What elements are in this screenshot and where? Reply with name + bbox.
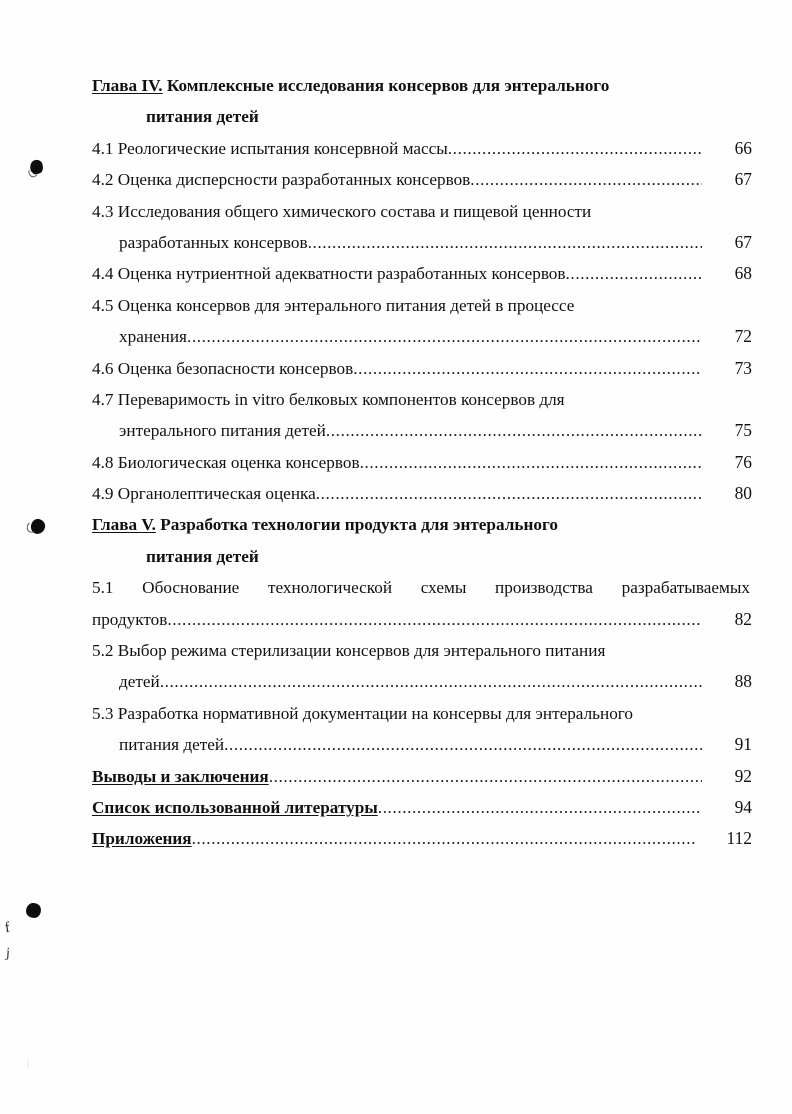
toc-entry-5-1-title-cont: продуктов (92, 609, 168, 629)
dot-leader (566, 258, 702, 289)
dot-leader (316, 478, 702, 509)
toc-entry-5-2-title-cont: детей (119, 672, 160, 692)
toc-chapter-heading-5-continuation: питания детей (146, 546, 259, 566)
toc-entry-5-2-page: 88 (734, 671, 752, 692)
toc-entry-4-5-title-cont: хранения (119, 327, 187, 347)
ink-blot-artifact-top (28, 158, 45, 175)
toc-entry-5-1-line1[interactable]: 5.1 Обоснование технологической схемы производства разрабатываемых (92, 578, 750, 598)
toc-entry-references[interactable] (92, 792, 752, 823)
toc-entry-4-2-page: 67 (734, 169, 752, 190)
toc-entry-conclusions[interactable] (92, 761, 752, 792)
toc-entry-4-2-title: 4.2 Оценка дисперсности разработанных консервов (92, 170, 471, 190)
toc-entry-5-1-page: 82 (734, 608, 752, 629)
toc-entry-appendices-page: 112 (726, 828, 752, 849)
toc-chapter-heading-4-continuation: питания детей (146, 107, 259, 127)
toc-entry-4-7-title-cont: энтерального питания детей (119, 421, 326, 441)
dot-leader (224, 729, 702, 760)
toc-entry-references-page: 94 (734, 796, 752, 817)
toc-entry-appendices[interactable] (92, 823, 752, 854)
toc-entry-4-6[interactable] (92, 353, 752, 384)
dot-leader (470, 164, 702, 195)
toc-entry-4-5-line2[interactable] (92, 321, 752, 352)
toc-entry-4-6-title: 4.6 Оценка безопасности консервов (92, 358, 354, 378)
dot-leader (187, 321, 702, 352)
toc-entry-4-1-page: 66 (734, 137, 752, 158)
toc-chapter-heading-4 (92, 70, 752, 101)
toc-entry-4-9-page: 80 (734, 483, 752, 504)
chapter-4-label: Глава IV. (92, 76, 163, 95)
dot-leader (308, 227, 702, 258)
toc-entry-5-3-line1[interactable]: 5.3 Разработка нормативной документации на консервы для энтерального (92, 703, 634, 723)
toc-entry-5-2-line2[interactable] (92, 666, 752, 697)
toc-entry-4-8[interactable] (92, 447, 752, 478)
toc-entry-4-8-title: 4.8 Биологическая оценка консервов (92, 452, 360, 472)
dot-leader (192, 823, 696, 854)
chapter-4-title: Комплексные исследования консервов для энтерального (162, 76, 610, 95)
dot-leader (160, 666, 702, 697)
pen-mark-artifact-3: | (27, 1058, 29, 1068)
chapter-5-label: Глава V. (92, 515, 156, 535)
chapter-5-title: Разработка технологии продукта для энтерального (155, 515, 558, 535)
toc-entry-4-5-page: 72 (734, 326, 752, 347)
toc-entry-4-3-page: 67 (734, 231, 752, 252)
dot-leader (269, 761, 702, 792)
dot-leader (353, 353, 702, 384)
toc-entry-4-3-line1[interactable]: 4.3 Исследования общего химического состава и пищевой ценности (92, 201, 592, 221)
toc-entry-5-2-line1[interactable]: 5.2 Выбор режима стерилизации консервов для энтерального питания (92, 641, 606, 661)
toc-chapter-heading-5 (92, 509, 752, 540)
toc-entry-4-1[interactable] (92, 133, 752, 164)
toc-entry-4-3-line2[interactable] (92, 227, 752, 258)
toc-entry-4-4[interactable] (92, 258, 752, 289)
toc-entry-4-8-page: 76 (734, 451, 752, 472)
dot-leader (360, 447, 702, 478)
toc-entry-4-2[interactable] (92, 164, 752, 195)
toc-entry-4-4-title: 4.4 Оценка нутриентной адекватности разработанных консервов (92, 264, 566, 284)
pen-mark-artifact-2: j (5, 945, 11, 962)
ink-blot-artifact-middle (30, 518, 47, 536)
toc-entry-4-5-line1[interactable]: 4.5 Оценка консервов для энтерального питания детей в процессе (92, 295, 575, 315)
toc-entry-4-3-title-cont: разработанных консервов (119, 232, 308, 252)
toc-entry-4-7-line2[interactable] (92, 415, 752, 446)
toc-entry-4-9-title: 4.9 Органолептическая оценка (92, 484, 316, 504)
ink-blot-artifact-bottom (25, 902, 41, 918)
dot-leader (326, 415, 702, 446)
toc-entry-4-9[interactable] (92, 478, 752, 509)
toc-entry-4-1-title: 4.1 Реологические испытания консервной массы (92, 138, 448, 158)
table-of-contents (92, 70, 752, 855)
toc-entry-5-3-title-cont: питания детей (119, 735, 225, 755)
toc-entry-4-7-page: 75 (734, 420, 752, 441)
toc-entry-4-7-line1[interactable]: 4.7 Переваримость in vitro белковых компонентов консервов для (92, 389, 565, 409)
toc-entry-conclusions-page: 92 (734, 765, 752, 786)
dot-leader (167, 604, 702, 635)
dot-leader (378, 792, 702, 823)
toc-entry-appendices-title: Приложения (92, 829, 192, 849)
toc-entry-references-title: Список использованной литературы (92, 797, 378, 817)
toc-entry-5-3-page: 91 (734, 734, 752, 755)
toc-entry-5-3-line2[interactable] (92, 729, 752, 760)
toc-entry-4-6-page: 73 (734, 357, 752, 378)
toc-entry-5-1-line2[interactable] (92, 604, 752, 635)
dot-leader (448, 133, 702, 164)
pen-mark-artifact-1: f (3, 919, 12, 937)
toc-entry-conclusions-title: Выводы и заключения (92, 766, 269, 786)
toc-entry-4-4-page: 68 (734, 263, 752, 284)
